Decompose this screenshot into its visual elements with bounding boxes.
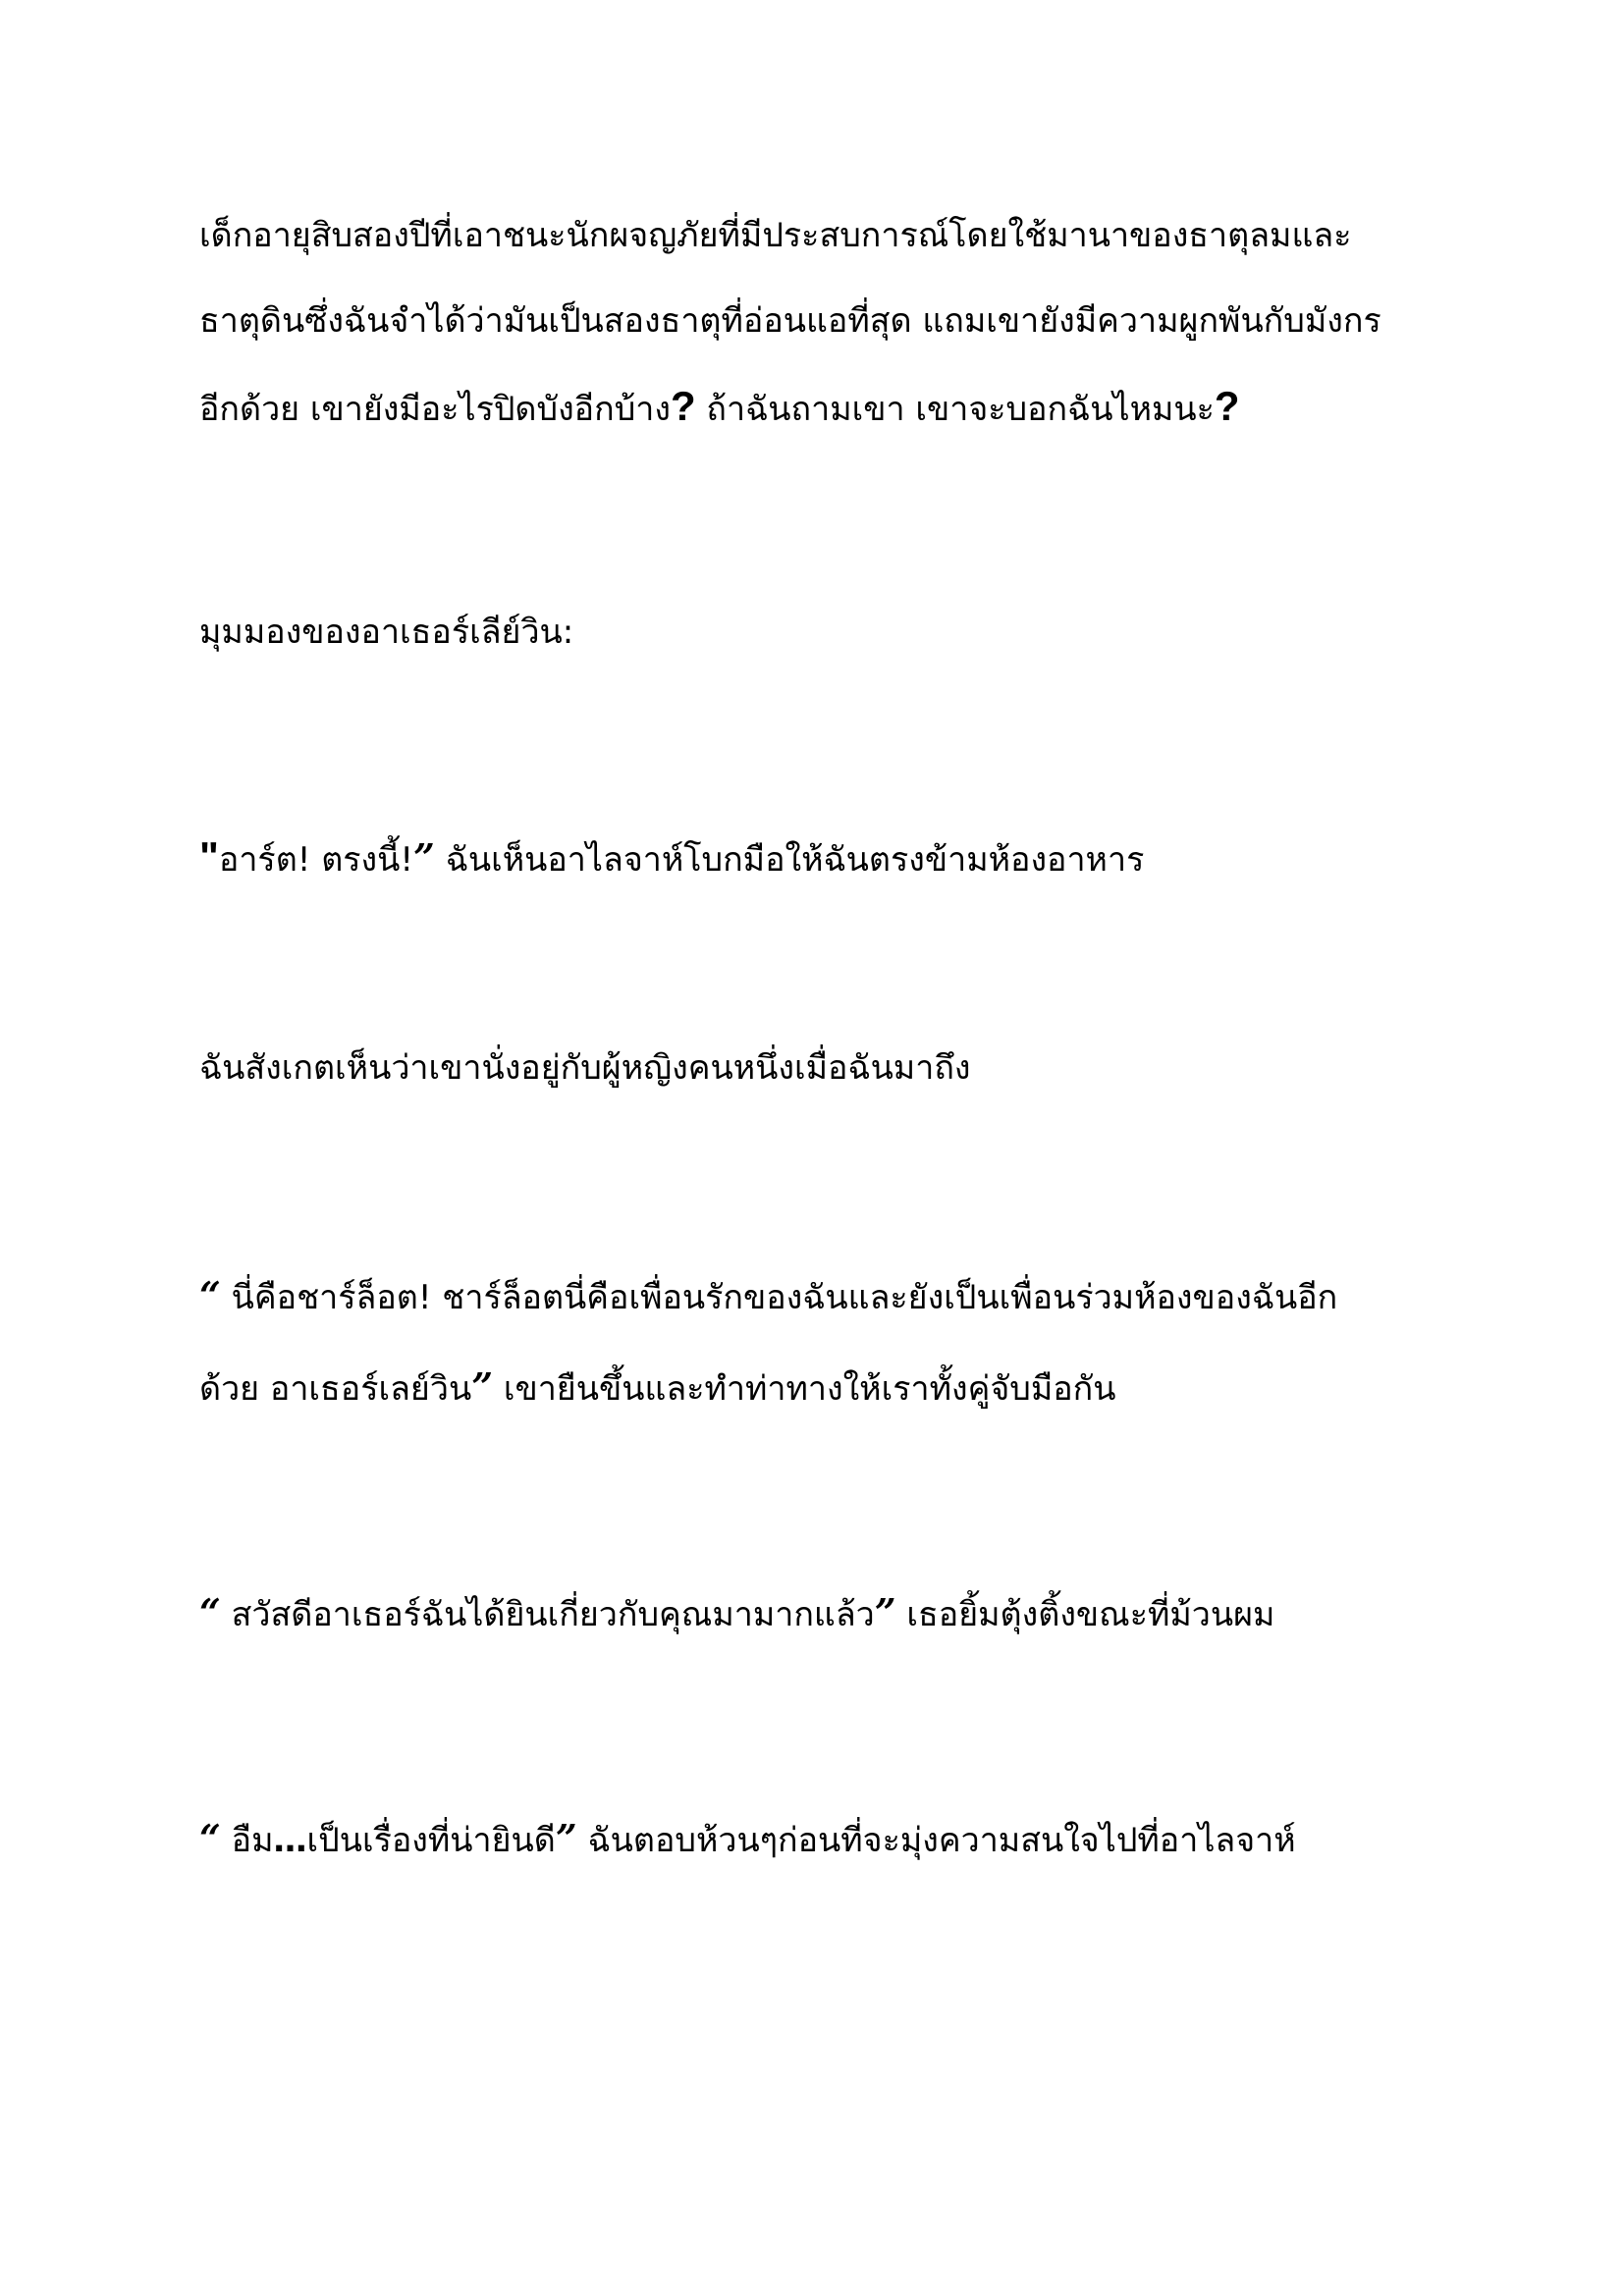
narration: ฉันตอบห้วนๆก่อนที่จะมุ่งความสนใจไปที่อาไลจาห์ xyxy=(576,1821,1296,1860)
speech: อาร์ต! ตรงนี้! xyxy=(218,840,414,880)
question-mark: ? xyxy=(1214,383,1240,429)
open-quote: “ xyxy=(199,1273,221,1317)
speech: นี่คือชาร์ล็อต! ชาร์ล็อตนี่คือเพื่อนรักของฉันและยังเป็นเพื่อนร่วมห้องของฉันอีก xyxy=(220,1278,1338,1317)
text-segment: ถ้าฉันถามเขา เขาจะบอกฉันไหมนะ xyxy=(695,390,1215,429)
close-quote: ” xyxy=(555,1816,577,1860)
open-quote: " xyxy=(199,833,219,880)
paragraph-1-line-2: ธาตุดินซึ่งฉันจำได้ว่ามันเป็นสองธาตุที่อ่อนแอที่สุด แถมเขายังมีความผูกพันกับมังกร xyxy=(199,301,1381,341)
ellipsis: … xyxy=(273,1821,307,1860)
open-quote: “ xyxy=(199,1590,221,1634)
text-segment: อีกด้วย เขายังมีอะไรปิดบังอีกบ้าง xyxy=(199,390,671,429)
paragraph-1-line-3 xyxy=(199,377,1476,439)
close-quote: ” xyxy=(413,835,435,880)
dialogue-line-2b xyxy=(199,1358,1476,1418)
narration-line: ฉันสังเกตเห็นว่าเขานั่งอยู่กับผู้หญิงคนหนึ่งเมื่อฉันมาถึง xyxy=(199,1048,971,1088)
close-quote: ” xyxy=(874,1590,896,1634)
dialogue-line-3 xyxy=(199,1583,1476,1644)
paragraph-1-line-1: เด็กอายุสิบสองปีที่เอาชนะนักผจญภัยที่มีประสบการณ์โดยใช้มานาของธาตุลมและ xyxy=(199,216,1352,255)
narration: เธอยิ้มตุ้งติ้งขณะที่ม้วนผม xyxy=(895,1595,1275,1634)
dialogue-line-2a xyxy=(199,1266,1476,1327)
speech: ด้วย อาเธอร์เลย์วิน xyxy=(199,1369,472,1409)
dialogue-line-4 xyxy=(199,1809,1476,1870)
narration: เขายืนขึ้นและทำท่าทางให้เราทั้งคู่จับมือกัน xyxy=(493,1369,1116,1409)
speech: สวัสดีอาเธอร์ฉันได้ยินเกี่ยวกับคุณมามากแล้ว xyxy=(220,1595,875,1634)
dialogue-line-1 xyxy=(199,828,1476,889)
narration: ฉันเห็นอาไลจาห์โบกมือให้ฉันตรงข้ามห้องอาหาร xyxy=(434,840,1145,880)
open-quote: “ xyxy=(199,1816,221,1860)
close-quote: ” xyxy=(471,1364,494,1409)
speech: อืม xyxy=(220,1821,274,1860)
speech: เป็นเรื่องที่น่ายินดี xyxy=(306,1821,556,1860)
question-mark: ? xyxy=(670,383,696,429)
section-heading: มุมมองของอาเธอร์เลีย์วิน: xyxy=(199,613,574,652)
